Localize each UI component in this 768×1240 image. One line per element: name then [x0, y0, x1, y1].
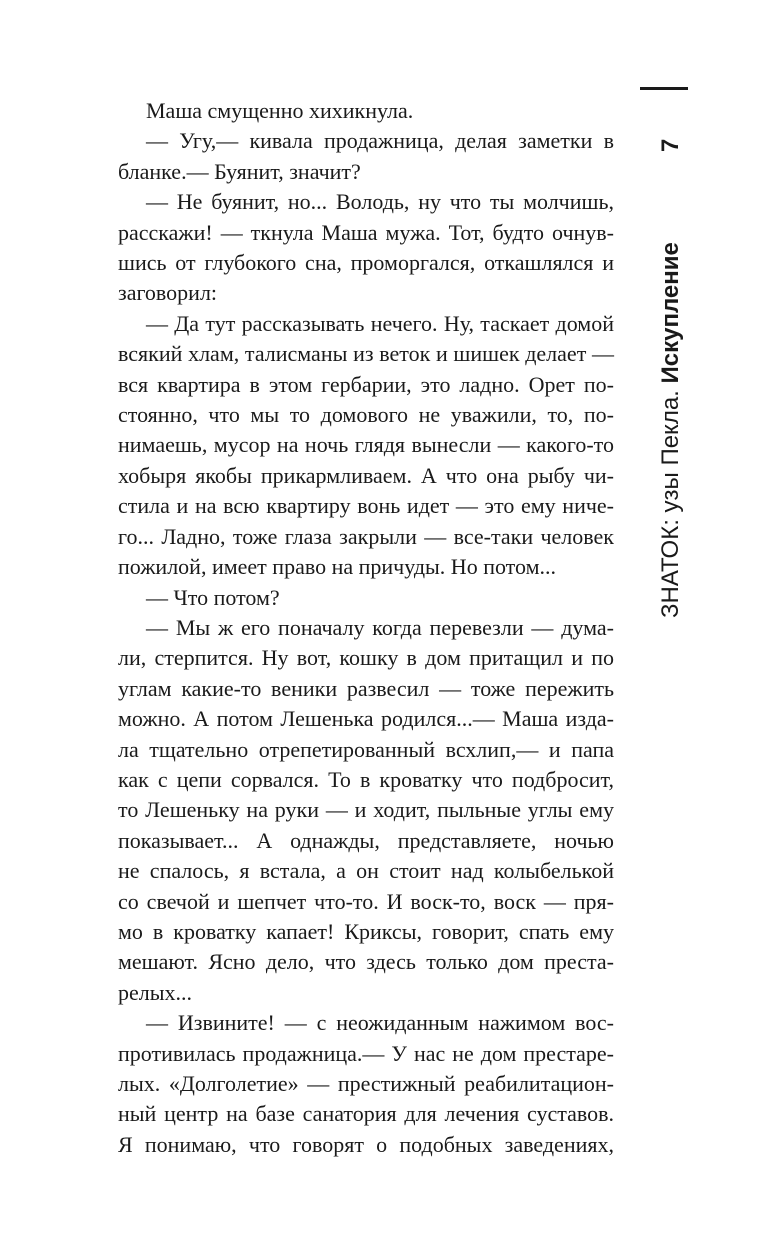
running-head-title: Искупление: [657, 242, 684, 384]
text-line: — Мы ж его поначалу когда перевезли — дума-: [146, 614, 614, 640]
text-line: го... Ладно, тоже глаза закрыли — все-таки человек: [118, 523, 614, 549]
page-number: 7: [657, 138, 684, 152]
text-line: Я понимаю, что говорят о подобных заведениях,: [118, 1131, 614, 1157]
body-text: [118, 96, 614, 1160]
text-line: хобыря якобы прикармливаем. А что она рыбу чи-: [118, 462, 614, 488]
text-line: не спалось, я встала, а он стоит над колыбелькой: [118, 858, 614, 884]
text-line: углам какие-то веники развесил — тоже пережить: [118, 675, 614, 701]
text-line: стила и на всю квартиру вонь идет — это ему ниче-: [118, 493, 614, 519]
text-line: — Что потом?: [146, 584, 280, 610]
text-line: — Да тут рассказывать нечего. Ну, таскает домой: [146, 310, 614, 336]
text-line: можно. А потом Лешенька родился...— Маша изда-: [118, 706, 614, 732]
text-line: ный центр на базе санатория для лечения суставов.: [118, 1101, 614, 1127]
text-line: расскажи! — ткнула Маша мужа. Тот, будто очнув-: [118, 219, 614, 245]
text-line: релых...: [118, 979, 193, 1005]
text-line: то Лешеньку на руки — и ходит, пыльные углы ему: [118, 797, 614, 823]
text-line: вся квартира в этом гербарии, это ладно. Орет по-: [118, 371, 614, 397]
text-line: заговорил:: [118, 280, 218, 306]
text-line: мо в кроватку капает! Криксы, говорит, спать ему: [118, 918, 614, 944]
text-line: показывает... А однажды, представляете, ночью: [118, 827, 614, 853]
text-line: противилась продажница.— У нас не дом престаре-: [118, 1040, 614, 1066]
text-line: со свечой и шепчет что-то. И воск-то, воск — пря-: [118, 888, 614, 914]
text-line: стоянно, что мы то домового не уважили, то, по-: [118, 402, 614, 428]
running-head: [657, 242, 685, 618]
text-line: лых. «Долголетие» — престижный реабилитацион-: [118, 1071, 614, 1096]
text-line: Маша смущенно хихикнула.: [146, 98, 414, 123]
text-line: — Не буянит, но... Володь, ну что ты молчишь,: [146, 189, 614, 215]
header-rule: [640, 87, 688, 90]
text-line: мешают. Ясно дело, что здесь только дом преста-: [118, 949, 614, 975]
text-line: — Извините! — с неожиданным нажимом вос-: [146, 1010, 614, 1036]
text-line: бланке.— Буянит, значит?: [118, 158, 361, 184]
text-line: пожилой, имеет право на причуды. Но потом...: [118, 554, 557, 580]
text-line: всякий хлам, талисманы из веток и шишек делает —: [118, 341, 614, 367]
text-line: ли, стерпится. Ну вот, кошку в дом притащил и по: [118, 645, 614, 671]
running-head-series: ЗНАТОК: узы Пекла.: [657, 390, 684, 618]
text-line: как с цепи сорвался. То в кроватку что подбросит,: [118, 766, 614, 792]
text-line: шись от глубокого сна, проморгался, откашлялся и: [118, 250, 614, 276]
text-line: нимаешь, мусор на ночь глядя вынесли — какого-то: [118, 432, 614, 458]
text-line: — Угу,— кивала продажница, делая заметки в: [146, 128, 614, 154]
text-line: ла тщательно отрепетированный всхлип,— и папа: [118, 736, 614, 762]
